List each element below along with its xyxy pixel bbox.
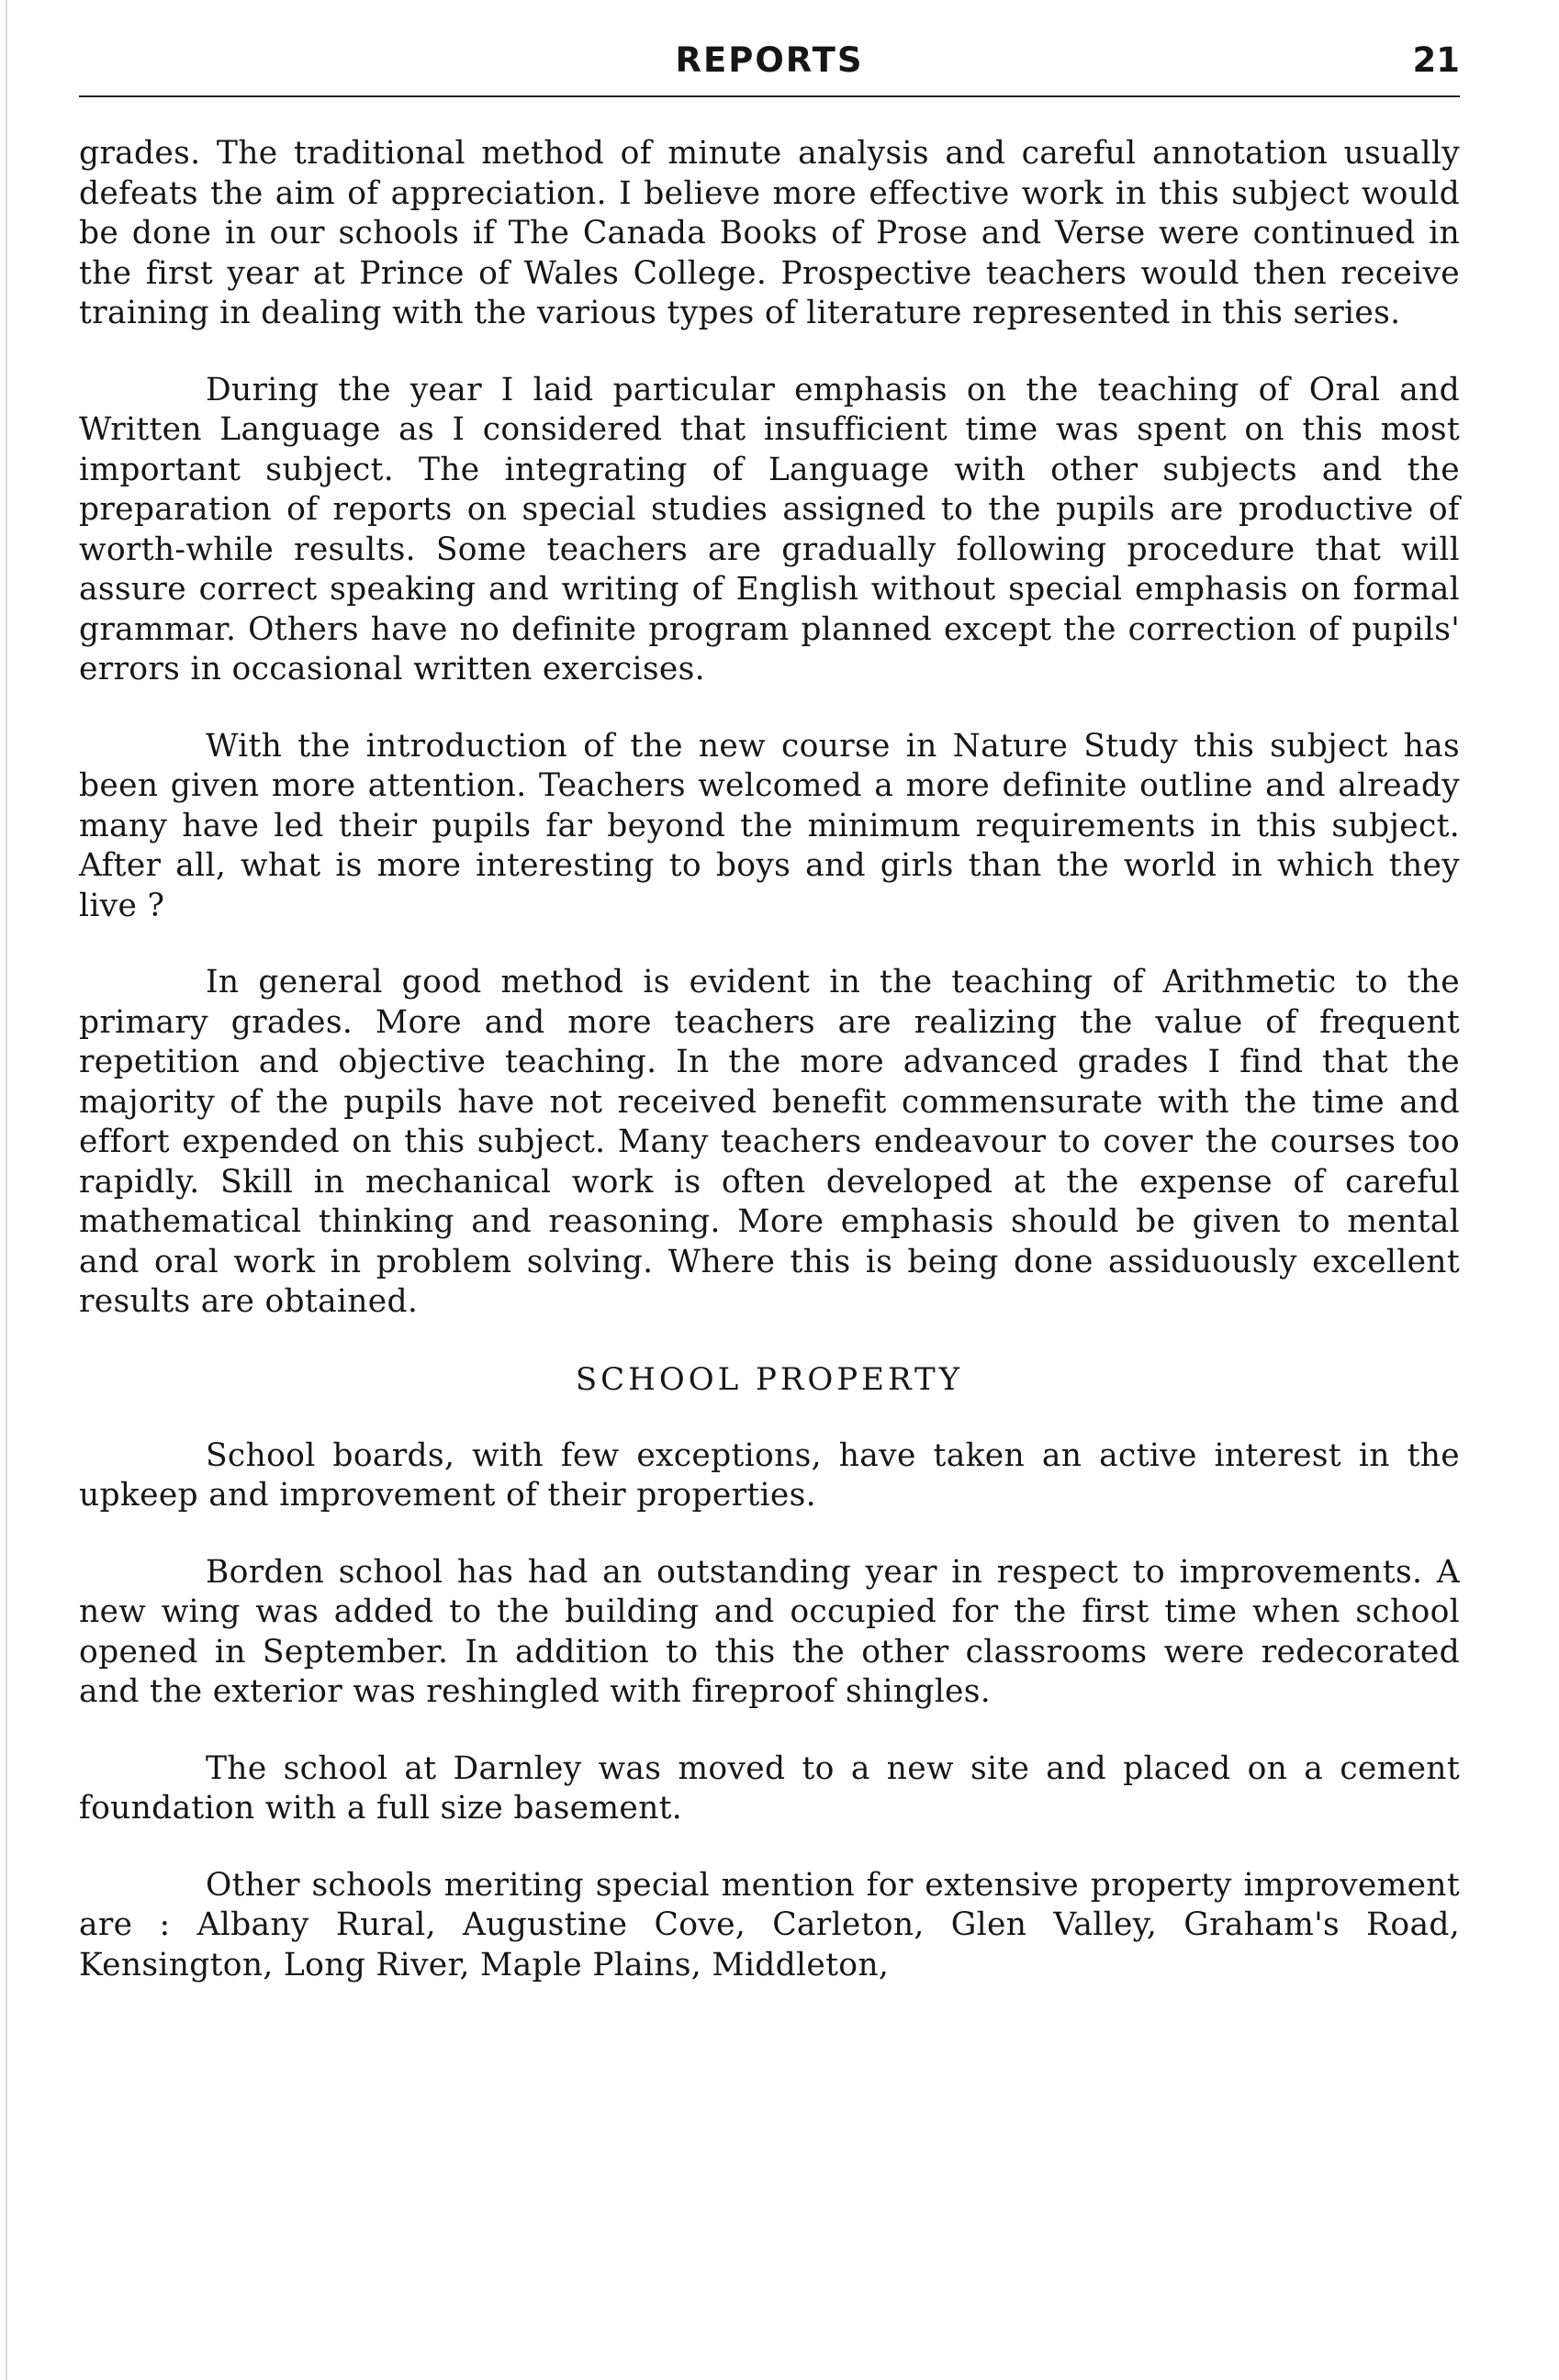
paragraph-language: During the year I laid particular emphasis on the teaching of Oral and Written Language as I considered that insufficient time was spent on this most important subject. The integrating of Language with other subjects and the preparation of reports on special studies assigned to the pupils are productive of worth-while results. Some teachers are gradually following procedure that will assure correct speaking and writing of English without special emphasis on formal grammar. Others have no definite program planned except the correction of pupils' errors in occasional written exercises.: [79, 371, 1460, 687]
paragraph-arithmetic: In general good method is evident in the teaching of Arithmetic to the primary grades. More and more teachers are realizing the value of frequent repetition and objective teaching. In the more advanced grades I find that the majority of the pupils have not received benefit commensurate with the time and effort expended on this subject. Many teachers endeavour to cover the courses too rapidly. Skill in mechanical work is often developed at the expense of careful mathematical thinking and reasoning. More emphasis should be given to mental and oral work in problem solving. Where this is being done assiduously excellent results are obtained.: [79, 964, 1460, 1320]
header-rule: [79, 95, 1460, 97]
body-text: [79, 134, 1460, 2022]
paragraph-nature-study: With the introduction of the new course in Nature Study this subject has been given more attention. Teachers welcomed a more definite outline and already many have led their pupils far beyond the minimum requirements in this subject. After all, what is more interesting to boys and girls than the world in which they live ?: [79, 727, 1460, 924]
page-number: 21: [1412, 40, 1460, 80]
paragraph-school-boards: School boards, with few exceptions, have taken an active interest in the upkeep and improvement of their properties.: [79, 1436, 1460, 1514]
paragraph-darnley-school: The school at Darnley was moved to a new site and placed on a cement foundation with a full size basement.: [79, 1749, 1460, 1827]
paragraph-literature-continued: grades. The traditional method of minute analysis and careful annotation usually defeats the aim of appreciation. I believe more effective work in this subject would be done in our schools if The Canada Books of Prose and Verse were continued in the first year at Prince of Wales College. Prospective teachers would then receive training in dealing with the various types of literature represented in this series.: [79, 135, 1460, 331]
running-head: REPORTS: [675, 40, 864, 80]
paragraph-other-schools: Other schools meriting special mention for extensive property improvement are : Albany Rural, Augustine Cove, Carleton, Glen Valley, Graham's Road, Kensington, Long River, Maple Plains, Middleton,: [79, 1866, 1460, 1983]
section-heading-school-property: SCHOOL PROPERTY: [575, 1360, 964, 1398]
page-edge-shadow: [6, 0, 7, 2380]
paragraph-borden-school: Borden school has had an outstanding year in respect to improvements. A new wing was added to the building and occupied for the first time when school opened in September. In addition to this the other classrooms were redecorated and the exterior was reshingled with fireproof shingles.: [79, 1553, 1460, 1710]
page-header: [79, 35, 1460, 86]
